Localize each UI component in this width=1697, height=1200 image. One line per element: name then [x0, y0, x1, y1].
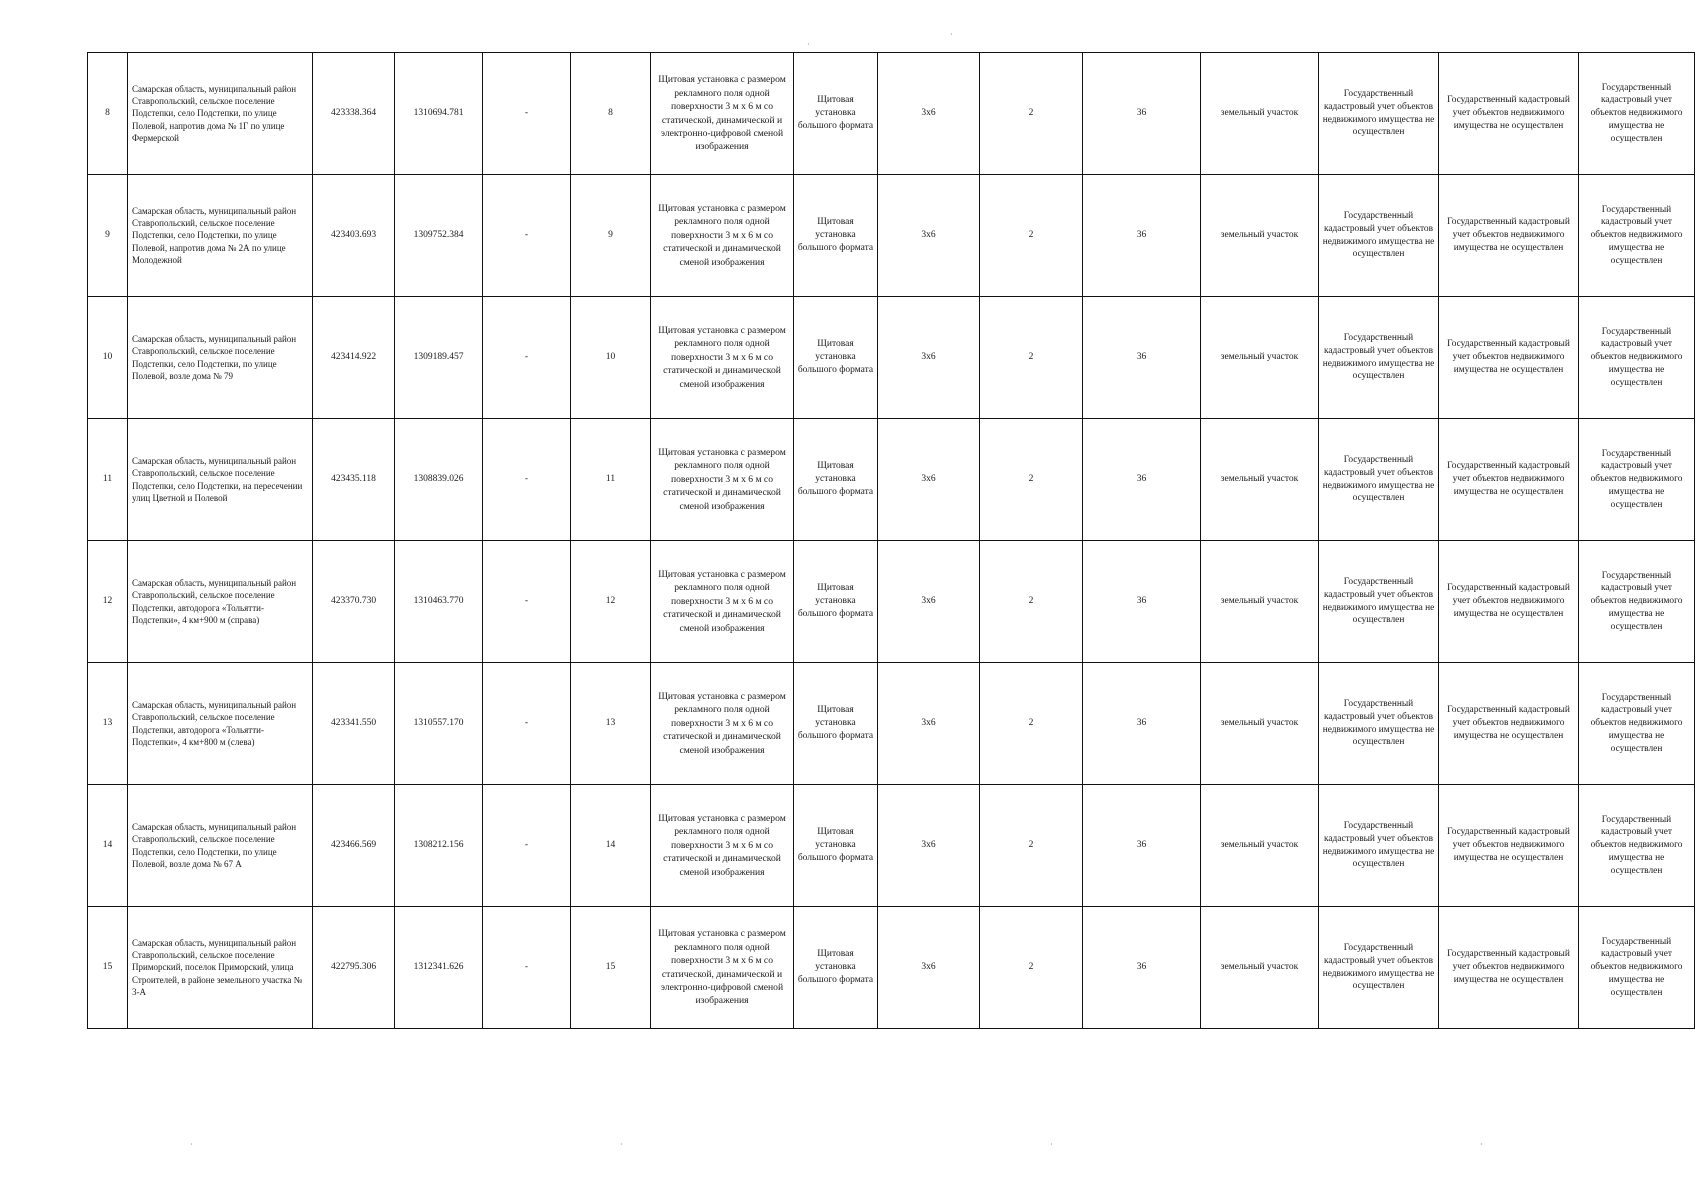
row-number-cell: 11: [88, 419, 128, 541]
size-cell: 3х6: [878, 175, 980, 297]
empty-value-cell: -: [483, 297, 571, 419]
cadastral-status-cell: Государственный кадастровый учет объектов недвижимого имущества не осуществлен: [1439, 663, 1579, 785]
empty-value-cell: -: [483, 419, 571, 541]
index-cell: 13: [571, 663, 651, 785]
row-number-cell: 13: [88, 663, 128, 785]
table-row: [88, 175, 1695, 297]
cadastral-status-cell: Государственный кадастровый учет объектов недвижимого имущества не осуществлен: [1439, 541, 1579, 663]
empty-value-cell: -: [483, 175, 571, 297]
row-number-cell: 15: [88, 907, 128, 1029]
area-cell: 36: [1083, 175, 1201, 297]
cadastral-status-cell: Государственный кадастровый учет объектов недвижимого имущества не осуществлен: [1579, 907, 1695, 1029]
description-cell: Щитовая установка с размером рекламного поля одной поверхности 3 м х 6 м со статической, динамической и электронно-цифровой сменой изображения: [651, 53, 794, 175]
description-cell: Щитовая установка с размером рекламного поля одной поверхности 3 м х 6 м со статической и динамической сменой изображения: [651, 785, 794, 907]
coordinate-y-cell: 1309189.457: [395, 297, 483, 419]
cadastral-status-cell: Государственный кадастровый учет объектов недвижимого имущества не осуществлен: [1319, 785, 1439, 907]
cadastral-status-cell: Государственный кадастровый учет объектов недвижимого имущества не осуществлен: [1439, 53, 1579, 175]
description-cell: Щитовая установка с размером рекламного поля одной поверхности 3 м х 6 м со статической, динамической и электронно-цифровой сменой изображения: [651, 907, 794, 1029]
address-cell: Самарская область, муниципальный район Ставропольский, сельское поселение Подстепки, автодорога «Тольятти-Подстепки», 4 км+900 м (справа): [128, 541, 313, 663]
cadastral-status-cell: Государственный кадастровый учет объектов недвижимого имущества не осуществлен: [1579, 297, 1695, 419]
size-cell: 3х6: [878, 297, 980, 419]
sides-cell: 2: [980, 785, 1083, 907]
description-cell: Щитовая установка с размером рекламного поля одной поверхности 3 м х 6 м со статической и динамической сменой изображения: [651, 419, 794, 541]
area-cell: 36: [1083, 663, 1201, 785]
coordinate-x-cell: 423338.364: [313, 53, 395, 175]
cadastral-status-cell: Государственный кадастровый учет объектов недвижимого имущества не осуществлен: [1319, 907, 1439, 1029]
address-cell: Самарская область, муниципальный район Ставропольский, сельское поселение Приморский, поселок Приморский, улица Строителей, в районе земельного участка № 3-А: [128, 907, 313, 1029]
table-row: [88, 53, 1695, 175]
description-cell: Щитовая установка с размером рекламного поля одной поверхности 3 м х 6 м со статической и динамической сменой изображения: [651, 663, 794, 785]
index-cell: 8: [571, 53, 651, 175]
table-row: [88, 541, 1695, 663]
coordinate-y-cell: 1310694.781: [395, 53, 483, 175]
size-cell: 3х6: [878, 663, 980, 785]
empty-value-cell: -: [483, 53, 571, 175]
size-cell: 3х6: [878, 419, 980, 541]
coordinate-x-cell: 423370.730: [313, 541, 395, 663]
scan-speck: ·: [1480, 1140, 1483, 1149]
description-cell: Щитовая установка с размером рекламного поля одной поверхности 3 м х 6 м со статической и динамической сменой изображения: [651, 297, 794, 419]
coordinate-x-cell: 423435.118: [313, 419, 395, 541]
scan-speck: ·: [807, 40, 810, 49]
index-cell: 11: [571, 419, 651, 541]
size-cell: 3х6: [878, 53, 980, 175]
structure-type-cell: Щитовая установка большого формата: [794, 419, 878, 541]
address-cell: Самарская область, муниципальный район Ставропольский, сельское поселение Подстепки, село Подстепки, по улице Полевой, напротив дома № 2А по улице Молодежной: [128, 175, 313, 297]
table-row: [88, 907, 1695, 1029]
cadastral-status-cell: Государственный кадастровый учет объектов недвижимого имущества не осуществлен: [1319, 419, 1439, 541]
table-row: [88, 297, 1695, 419]
table-row: [88, 785, 1695, 907]
structure-type-cell: Щитовая установка большого формата: [794, 541, 878, 663]
land-type-cell: земельный участок: [1201, 541, 1319, 663]
table-body: [88, 53, 1695, 1029]
land-type-cell: земельный участок: [1201, 297, 1319, 419]
area-cell: 36: [1083, 907, 1201, 1029]
land-type-cell: земельный участок: [1201, 785, 1319, 907]
cadastral-status-cell: Государственный кадастровый учет объектов недвижимого имущества не осуществлен: [1439, 175, 1579, 297]
row-number-cell: 10: [88, 297, 128, 419]
row-number-cell: 14: [88, 785, 128, 907]
address-cell: Самарская область, муниципальный район Ставропольский, сельское поселение Подстепки, село Подстепки, по улице Полевой, напротив дома № 1Г по улице Фермерской: [128, 53, 313, 175]
index-cell: 15: [571, 907, 651, 1029]
sides-cell: 2: [980, 907, 1083, 1029]
structure-type-cell: Щитовая установка большого формата: [794, 663, 878, 785]
row-number-cell: 12: [88, 541, 128, 663]
coordinate-x-cell: 423466.569: [313, 785, 395, 907]
area-cell: 36: [1083, 53, 1201, 175]
cadastral-status-cell: Государственный кадастровый учет объектов недвижимого имущества не осуществлен: [1319, 297, 1439, 419]
coordinate-x-cell: 423341.550: [313, 663, 395, 785]
address-cell: Самарская область, муниципальный район Ставропольский, сельское поселение Подстепки, автодорога «Тольятти-Подстепки», 4 км+800 м (слева): [128, 663, 313, 785]
area-cell: 36: [1083, 297, 1201, 419]
structure-type-cell: Щитовая установка большого формата: [794, 175, 878, 297]
coordinate-y-cell: 1310557.170: [395, 663, 483, 785]
size-cell: 3х6: [878, 785, 980, 907]
size-cell: 3х6: [878, 541, 980, 663]
sides-cell: 2: [980, 419, 1083, 541]
cadastral-status-cell: Государственный кадастровый учет объектов недвижимого имущества не осуществлен: [1579, 419, 1695, 541]
structure-type-cell: Щитовая установка большого формата: [794, 907, 878, 1029]
cadastral-status-cell: Государственный кадастровый учет объектов недвижимого имущества не осуществлен: [1579, 175, 1695, 297]
cadastral-status-cell: Государственный кадастровый учет объектов недвижимого имущества не осуществлен: [1579, 541, 1695, 663]
coordinate-y-cell: 1308839.026: [395, 419, 483, 541]
size-cell: 3х6: [878, 907, 980, 1029]
scan-speck: ·: [950, 30, 953, 39]
cadastral-status-cell: Государственный кадастровый учет объектов недвижимого имущества не осуществлен: [1439, 419, 1579, 541]
index-cell: 12: [571, 541, 651, 663]
land-type-cell: земельный участок: [1201, 663, 1319, 785]
table-row: [88, 419, 1695, 541]
area-cell: 36: [1083, 419, 1201, 541]
index-cell: 14: [571, 785, 651, 907]
sides-cell: 2: [980, 297, 1083, 419]
empty-value-cell: -: [483, 907, 571, 1029]
land-type-cell: земельный участок: [1201, 419, 1319, 541]
scan-speck: ·: [190, 1140, 193, 1149]
cadastral-status-cell: Государственный кадастровый учет объектов недвижимого имущества не осуществлен: [1439, 785, 1579, 907]
cadastral-status-cell: Государственный кадастровый учет объектов недвижимого имущества не осуществлен: [1319, 175, 1439, 297]
scan-speck: ·: [620, 1140, 623, 1149]
cadastral-status-cell: Государственный кадастровый учет объектов недвижимого имущества не осуществлен: [1579, 663, 1695, 785]
cadastral-status-cell: Государственный кадастровый учет объектов недвижимого имущества не осуществлен: [1579, 785, 1695, 907]
cadastral-status-cell: Государственный кадастровый учет объектов недвижимого имущества не осуществлен: [1579, 53, 1695, 175]
index-cell: 9: [571, 175, 651, 297]
empty-value-cell: -: [483, 785, 571, 907]
sides-cell: 2: [980, 541, 1083, 663]
cadastral-status-cell: Государственный кадастровый учет объектов недвижимого имущества не осуществлен: [1319, 541, 1439, 663]
land-type-cell: земельный участок: [1201, 53, 1319, 175]
description-cell: Щитовая установка с размером рекламного поля одной поверхности 3 м х 6 м со статической и динамической сменой изображения: [651, 541, 794, 663]
cadastral-status-cell: Государственный кадастровый учет объектов недвижимого имущества не осуществлен: [1319, 53, 1439, 175]
land-type-cell: земельный участок: [1201, 175, 1319, 297]
area-cell: 36: [1083, 541, 1201, 663]
address-cell: Самарская область, муниципальный район Ставропольский, сельское поселение Подстепки, село Подстепки, по улице Полевой, возле дома № 79: [128, 297, 313, 419]
structure-type-cell: Щитовая установка большого формата: [794, 53, 878, 175]
cadastral-status-cell: Государственный кадастровый учет объектов недвижимого имущества не осуществлен: [1439, 907, 1579, 1029]
sides-cell: 2: [980, 175, 1083, 297]
empty-value-cell: -: [483, 541, 571, 663]
scan-speck: ·: [1050, 1140, 1053, 1149]
coordinate-x-cell: 423414.922: [313, 297, 395, 419]
coordinate-y-cell: 1308212.156: [395, 785, 483, 907]
address-cell: Самарская область, муниципальный район Ставропольский, сельское поселение Подстепки, село Подстепки, по улице Полевой, возле дома № 67 А: [128, 785, 313, 907]
index-cell: 10: [571, 297, 651, 419]
area-cell: 36: [1083, 785, 1201, 907]
row-number-cell: 9: [88, 175, 128, 297]
row-number-cell: 8: [88, 53, 128, 175]
coordinate-y-cell: 1309752.384: [395, 175, 483, 297]
structure-type-cell: Щитовая установка большого формата: [794, 785, 878, 907]
table-row: [88, 663, 1695, 785]
coordinate-y-cell: 1310463.770: [395, 541, 483, 663]
sides-cell: 2: [980, 663, 1083, 785]
coordinate-y-cell: 1312341.626: [395, 907, 483, 1029]
land-type-cell: земельный участок: [1201, 907, 1319, 1029]
sides-cell: 2: [980, 53, 1083, 175]
description-cell: Щитовая установка с размером рекламного поля одной поверхности 3 м х 6 м со статической и динамической сменой изображения: [651, 175, 794, 297]
coordinate-x-cell: 422795.306: [313, 907, 395, 1029]
advertising-structures-table: [87, 52, 1695, 1029]
structure-type-cell: Щитовая установка большого формата: [794, 297, 878, 419]
empty-value-cell: -: [483, 663, 571, 785]
cadastral-status-cell: Государственный кадастровый учет объектов недвижимого имущества не осуществлен: [1319, 663, 1439, 785]
cadastral-status-cell: Государственный кадастровый учет объектов недвижимого имущества не осуществлен: [1439, 297, 1579, 419]
address-cell: Самарская область, муниципальный район Ставропольский, сельское поселение Подстепки, село Подстепки, на пересечении улиц Цветной и Полевой: [128, 419, 313, 541]
coordinate-x-cell: 423403.693: [313, 175, 395, 297]
